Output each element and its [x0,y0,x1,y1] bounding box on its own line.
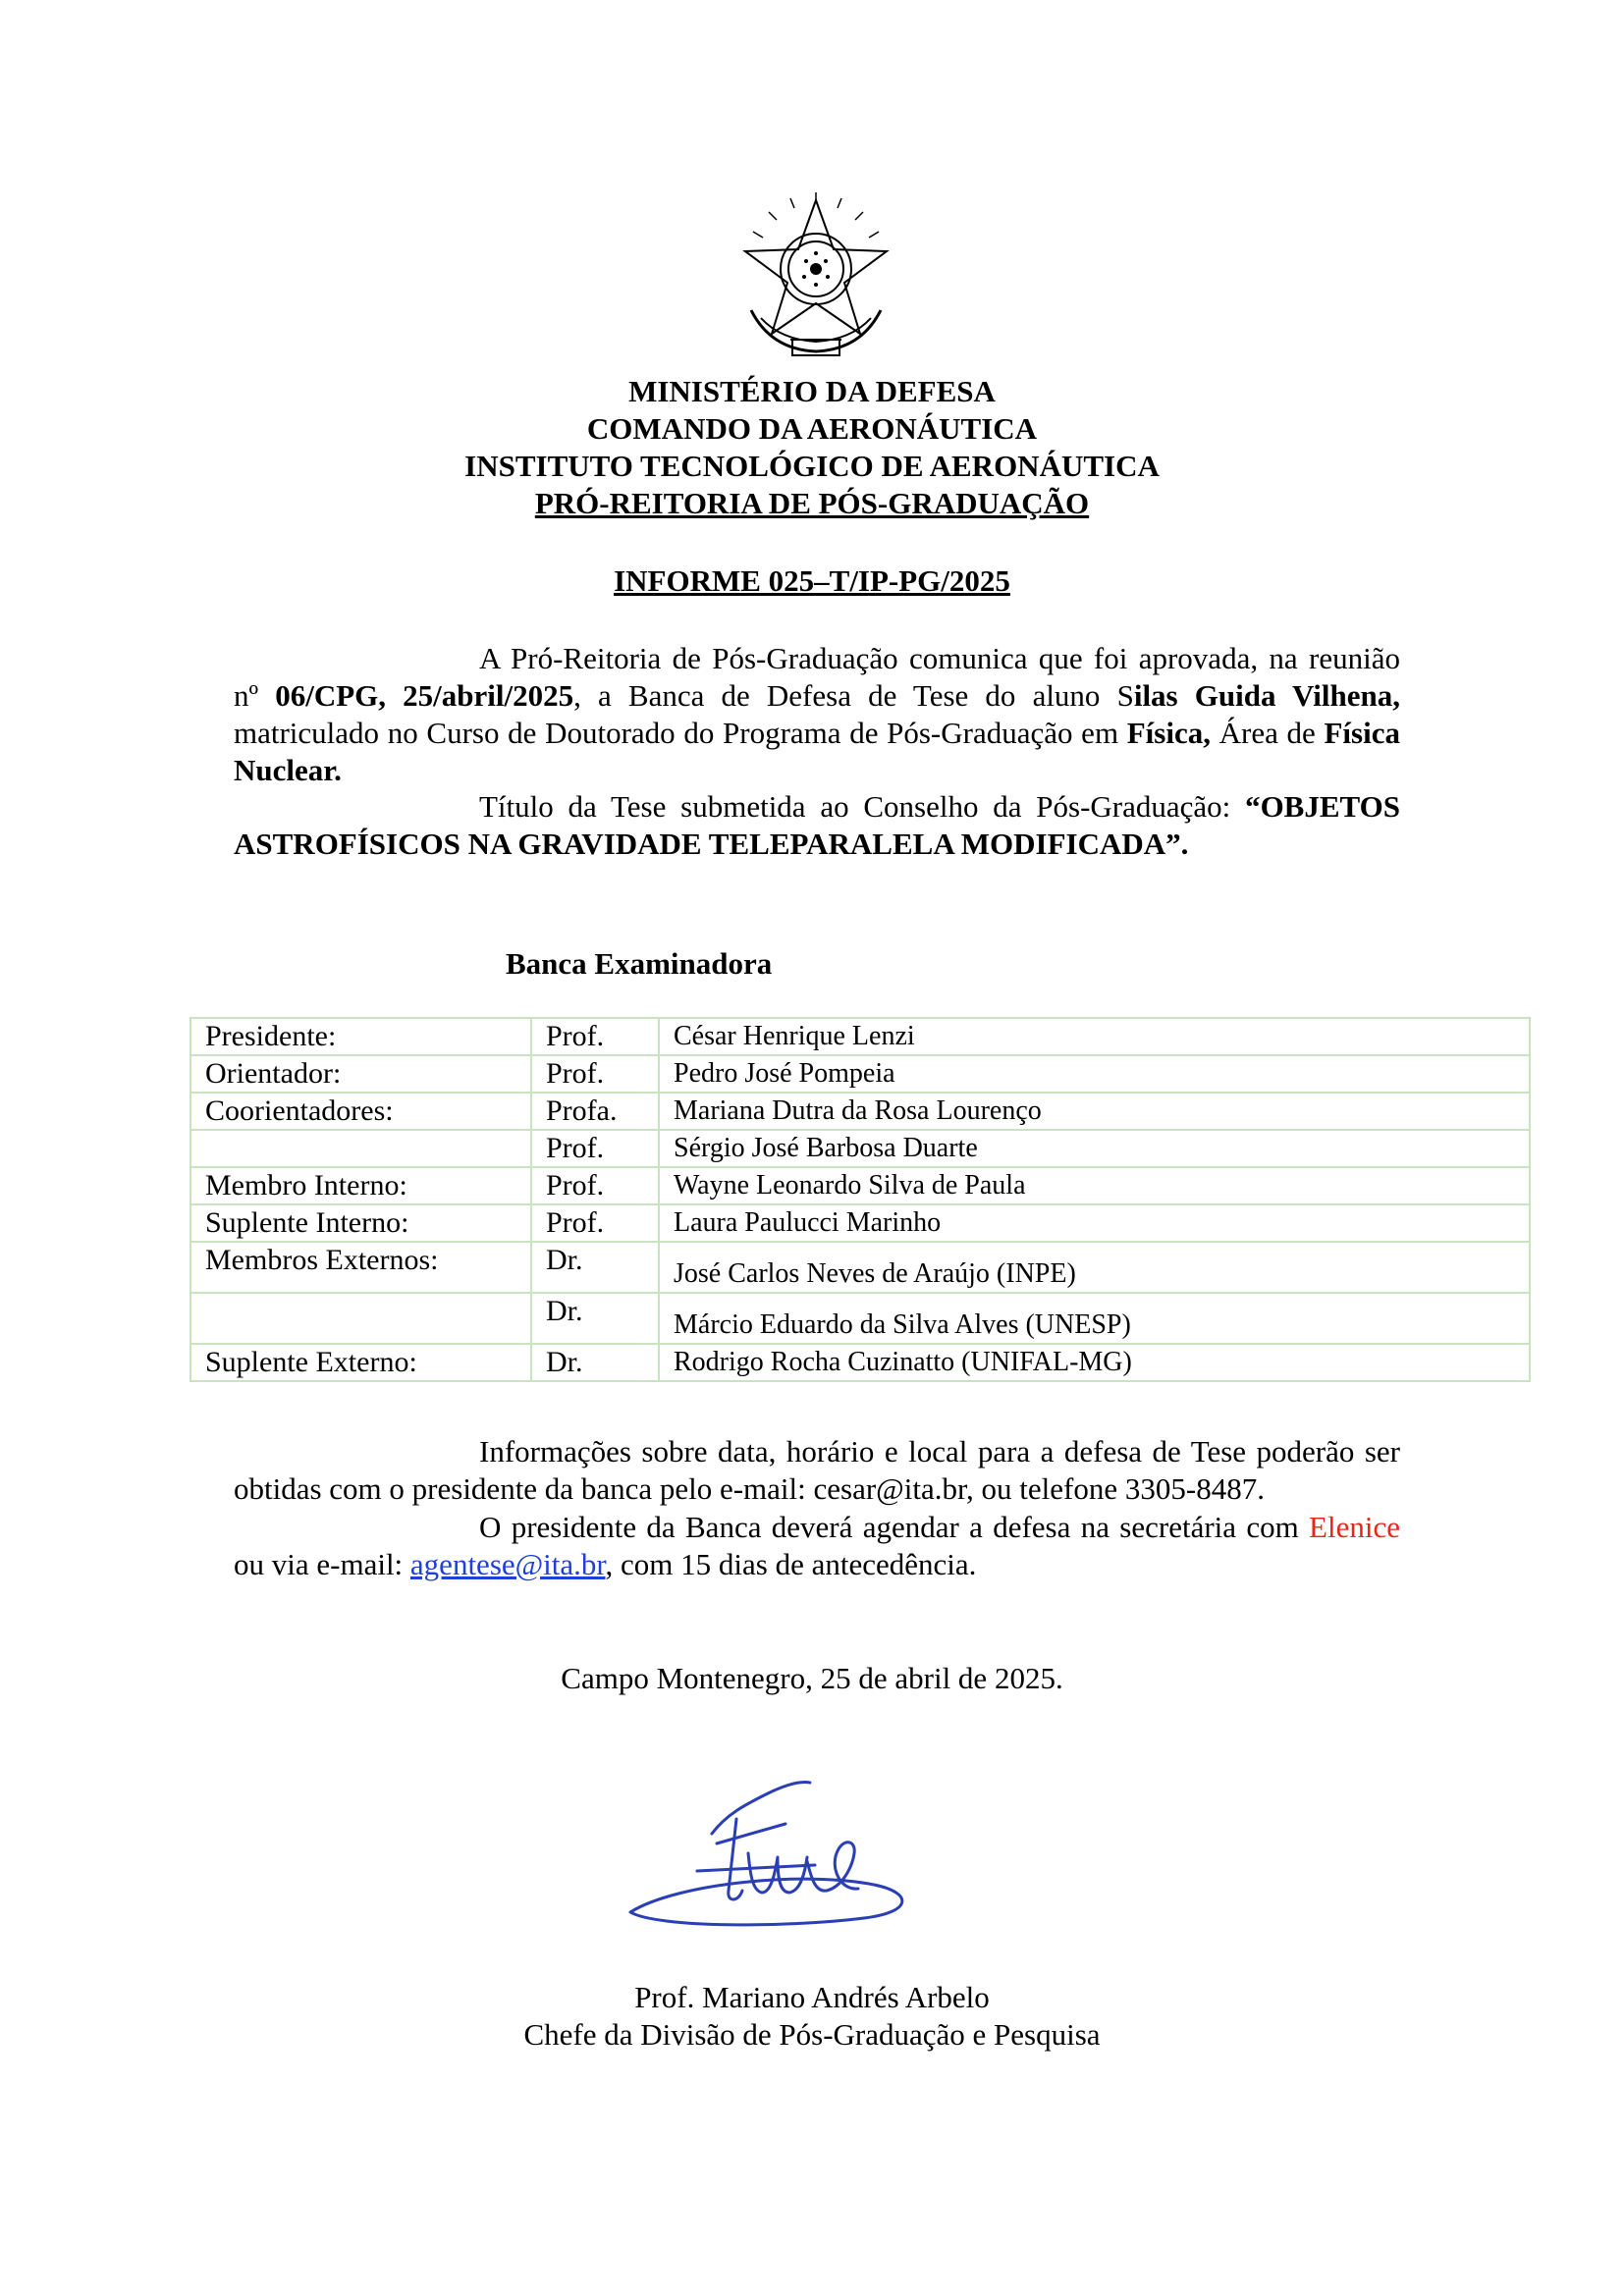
committee-heading: Banca Examinadora [506,946,773,981]
approval-paragraph [234,640,1400,789]
title-cell: Prof. [531,1055,659,1093]
table-row [190,1293,1530,1344]
table-row [190,1344,1530,1381]
name-cell: Rodrigo Rocha Cuzinatto (UNIFAL-MG) [659,1344,1530,1381]
thesis-title-paragraph [234,788,1400,863]
signer-block [0,1979,1624,2054]
table-row [190,1242,1530,1293]
scheduling-text: O presidente da Banca deverá agendar a defesa na secretária com [479,1510,1310,1544]
name-cell: Pedro José Pompeia [659,1055,1530,1093]
scheduling-text: , com 15 dias de antecedência. [605,1547,977,1581]
header-department: PRÓ-REITORIA DE PÓS-GRADUAÇÃO [534,486,1090,520]
name-cell: César Henrique Lenzi [659,1018,1530,1055]
info-paragraph [234,1433,1400,1508]
document-title: INFORME 025–T/IP-PG/2025 [614,563,1010,598]
name-cell: José Carlos Neves de Araújo (INPE) [659,1242,1530,1293]
approval-text: , a Banca de Defesa de Tese do aluno S [573,678,1134,713]
title-cell: Profa. [531,1093,659,1130]
place-date: Campo Montenegro, 25 de abril de 2025. [561,1661,1063,1695]
header-institute: INSTITUTO TECNOLÓGICO DE AERONÁUTICA [464,449,1160,483]
name-cell: Sérgio José Barbosa Duarte [659,1130,1530,1167]
header-command: COMANDO DA AERONÁUTICA [586,411,1038,446]
table-row [190,1018,1530,1055]
contact-name: Elenice [1309,1510,1400,1544]
name-cell: Márcio Eduardo da Silva Alves (UNESP) [659,1293,1530,1344]
thesis-title: “OBJETOS ASTROFÍSICOS NA GRAVIDADE TELEPARALELA MODIFICADA”. [234,789,1400,861]
name-cell: Laura Paulucci Marinho [659,1204,1530,1242]
role-cell: Membro Interno: [190,1167,531,1204]
role-cell [190,1293,531,1344]
header-ministry: MINISTÉRIO DA DEFESA [628,374,996,408]
title-cell: Dr. [531,1242,659,1293]
table-row [190,1204,1530,1242]
area-name: Física Nuclear. [234,716,1400,787]
role-cell: Presidente: [190,1018,531,1055]
table-row [190,1055,1530,1093]
role-cell: Membros Externos: [190,1242,531,1293]
table-row [190,1093,1530,1130]
role-cell [190,1130,531,1167]
program-name: Física, [1126,716,1211,750]
handwritten-signature [619,1775,1011,1942]
role-cell: Orientador: [190,1055,531,1093]
role-cell: Suplente Interno: [190,1204,531,1242]
title-cell: Prof. [531,1204,659,1242]
thesis-title-label: Título da Tese submetida ao Conselho da Pós-Graduação: [479,789,1246,824]
title-cell: Prof. [531,1018,659,1055]
signer-role: Chefe da Divisão de Pós-Graduação e Pesquisa [523,2017,1101,2052]
coat-of-arms-icon [731,192,900,365]
approval-text: matriculado no Curso de Doutorado do Programa de Pós-Graduação em [234,716,1127,750]
table-row [190,1167,1530,1204]
title-cell: Prof. [531,1167,659,1204]
approval-text: Área de [1210,716,1325,750]
signer-name: Prof. Mariano Andrés Arbelo [634,1980,990,2014]
name-cell: Wayne Leonardo Silva de Paula [659,1167,1530,1204]
approval-text: A Pró-Reitoria de Pós-Graduação comunica que foi aprovada, na reunião nº [234,641,1400,713]
committee-table [189,1017,1531,1382]
title-cell: Dr. [531,1344,659,1381]
title-cell: Dr. [531,1293,659,1344]
name-cell: Mariana Dutra da Rosa Lourenço [659,1093,1530,1130]
info-text: Informações sobre data, horário e local para a defesa de Tese poderão ser obtidas com o presidente da banca pelo e-mail: cesar@ita.br, ou telefone 3305-8487. [234,1434,1400,1506]
table-row [190,1130,1530,1167]
email-link[interactable]: agentese@ita.br [409,1547,606,1581]
role-cell: Coorientadores: [190,1093,531,1130]
title-cell: Prof. [531,1130,659,1167]
student-name: ilas Guida Vilhena, [1133,678,1400,713]
role-cell: Suplente Externo: [190,1344,531,1381]
scheduling-paragraph [234,1509,1400,1583]
scheduling-text: ou via e-mail: [234,1547,410,1581]
institution-header [0,373,1624,522]
meeting-reference: 06/CPG, 25/abril/2025 [275,678,574,713]
